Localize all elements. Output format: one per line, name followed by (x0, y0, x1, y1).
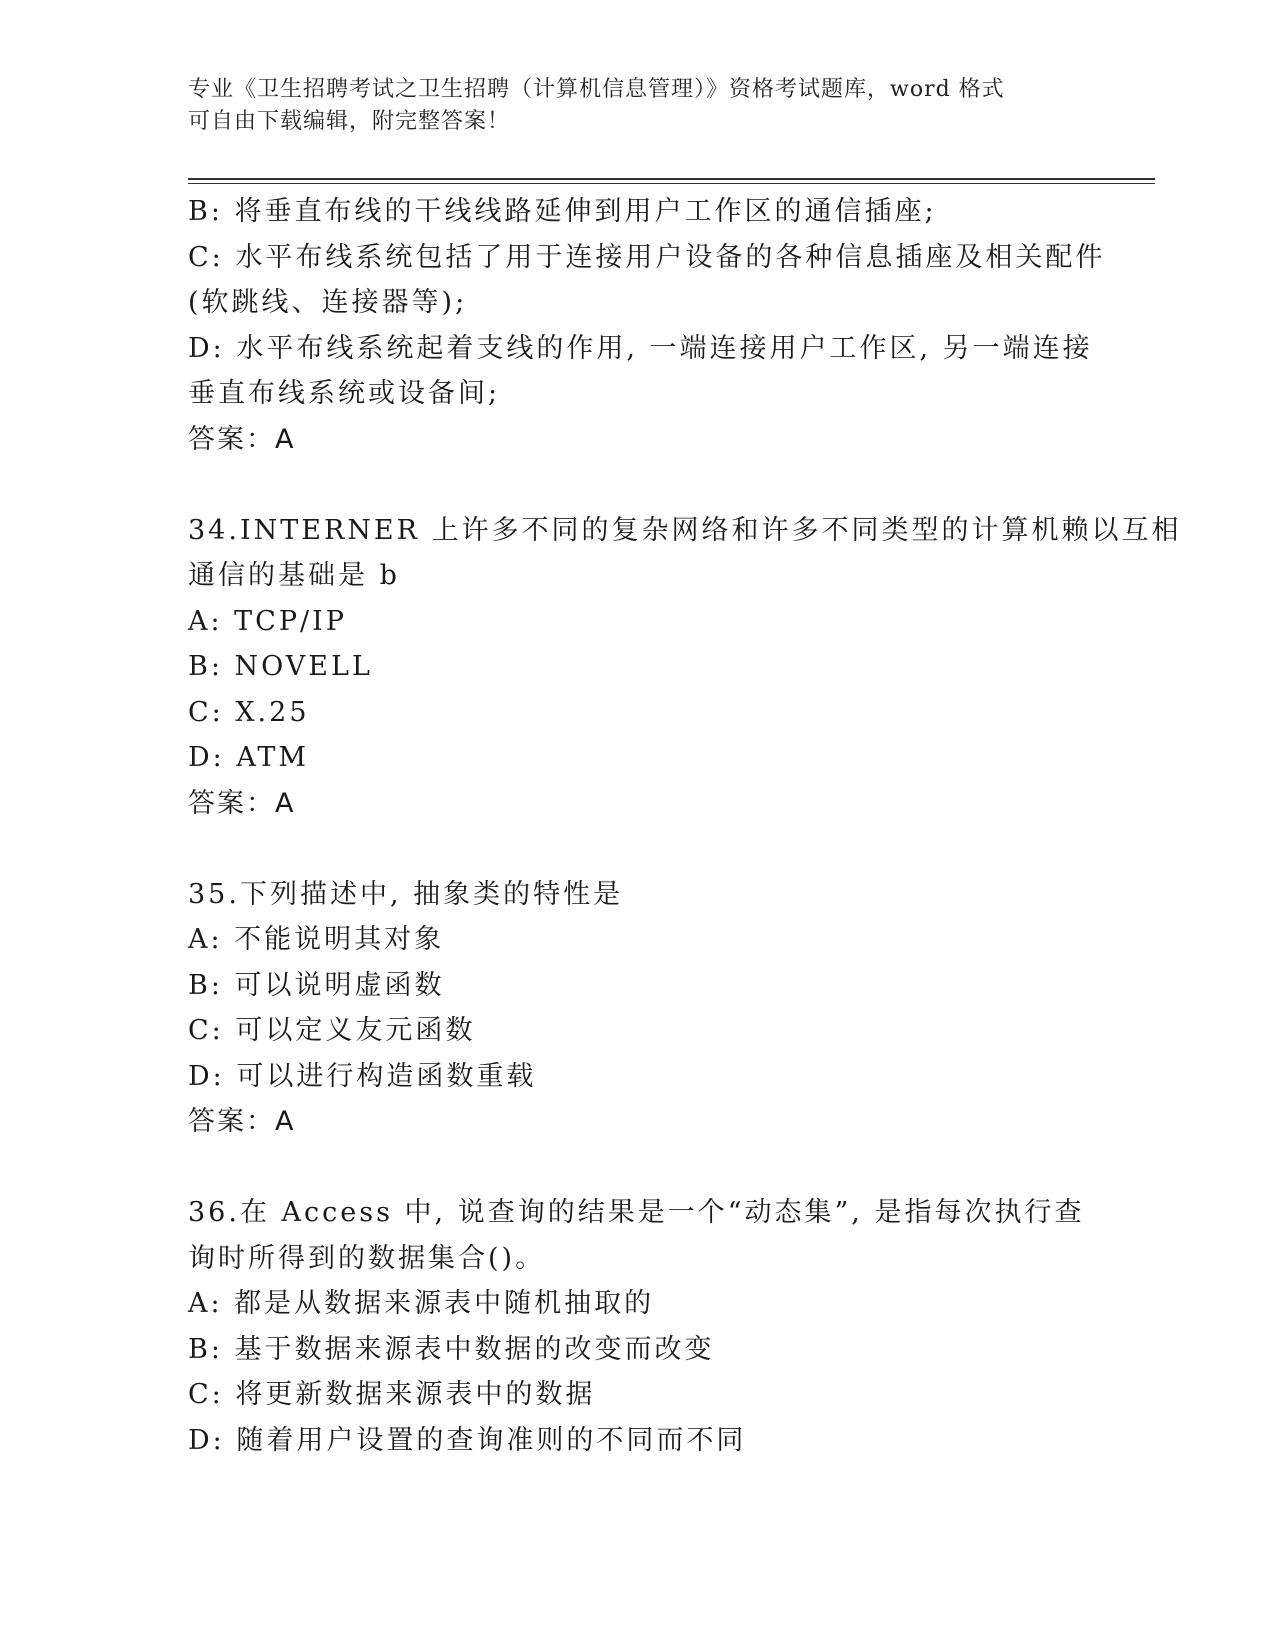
previous-question-block (188, 189, 1106, 462)
answer-label: 答案：A (188, 787, 296, 819)
option-c: C: 将更新数据来源表中的数据 (188, 1379, 596, 1410)
option-a: A: TCP/IP (188, 605, 347, 637)
question-36-block (188, 1190, 1088, 1463)
answer-label: 答案：A (188, 1106, 296, 1137)
question-35-stem: 35.下列描述中, 抽象类的特性是 (188, 878, 624, 910)
option-c-line-1: C: 水平布线系统包括了用于连接用户设备的各种信息插座及相关配件 (188, 241, 1106, 273)
option-a: A: 都是从数据来源表中随机抽取的 (188, 1288, 655, 1319)
option-b: B: 基于数据来源表中数据的改变而改变 (188, 1333, 715, 1365)
question-34-stem-line-2: 通信的基础是 b (188, 560, 400, 591)
header-divider-thick (188, 178, 1155, 180)
option-c: C: X.25 (188, 696, 310, 728)
option-c-line-2: (软跳线、连接器等); (188, 287, 468, 318)
option-c: C: 可以定义友元函数 (188, 1015, 476, 1046)
question-36-stem-line-1: 36.在 Access 中, 说查询的结果是一个“动态集”, 是指每次执行查 (188, 1197, 1085, 1228)
document-header (188, 74, 1088, 138)
question-content (188, 189, 1182, 1463)
option-d-line-1: D: 水平布线系统起着支线的作用, 一端连接用户工作区, 另一端连接 (188, 332, 1093, 364)
option-b: B: 将垂直布线的干线线路延伸到用户工作区的通信插座; (188, 196, 937, 227)
spacer (188, 826, 1088, 872)
header-line-1: 专业《卫生招聘考试之卫生招聘（计算机信息管理）》资格考试题库，word 格式 (188, 77, 1005, 102)
header-line-2: 可自由下载编辑，附完整答案！ (188, 109, 511, 134)
option-b: B: 可以说明虚函数 (188, 969, 445, 1001)
option-b: B: NOVELL (188, 651, 373, 682)
spacer (188, 1145, 1088, 1191)
option-d: D: ATM (188, 742, 310, 773)
question-35-block (188, 872, 1088, 1145)
answer-label: 答案：A (188, 423, 296, 455)
question-34-block (188, 508, 1182, 827)
option-d: D: 可以进行构造函数重载 (188, 1060, 537, 1092)
header-divider-thin (188, 183, 1155, 184)
option-a: A: 不能说明其对象 (188, 924, 445, 955)
spacer (188, 462, 1088, 508)
option-d-line-2: 垂直布线系统或设备间; (188, 378, 501, 409)
question-34-stem-line-1: 34.INTERNER 上许多不同的复杂网络和许多不同类型的计算机赖以互相 (188, 514, 1182, 546)
question-36-stem-line-2: 询时所得到的数据集合()。 (188, 1242, 546, 1274)
option-d: D: 随着用户设置的查询准则的不同而不同 (188, 1424, 747, 1456)
